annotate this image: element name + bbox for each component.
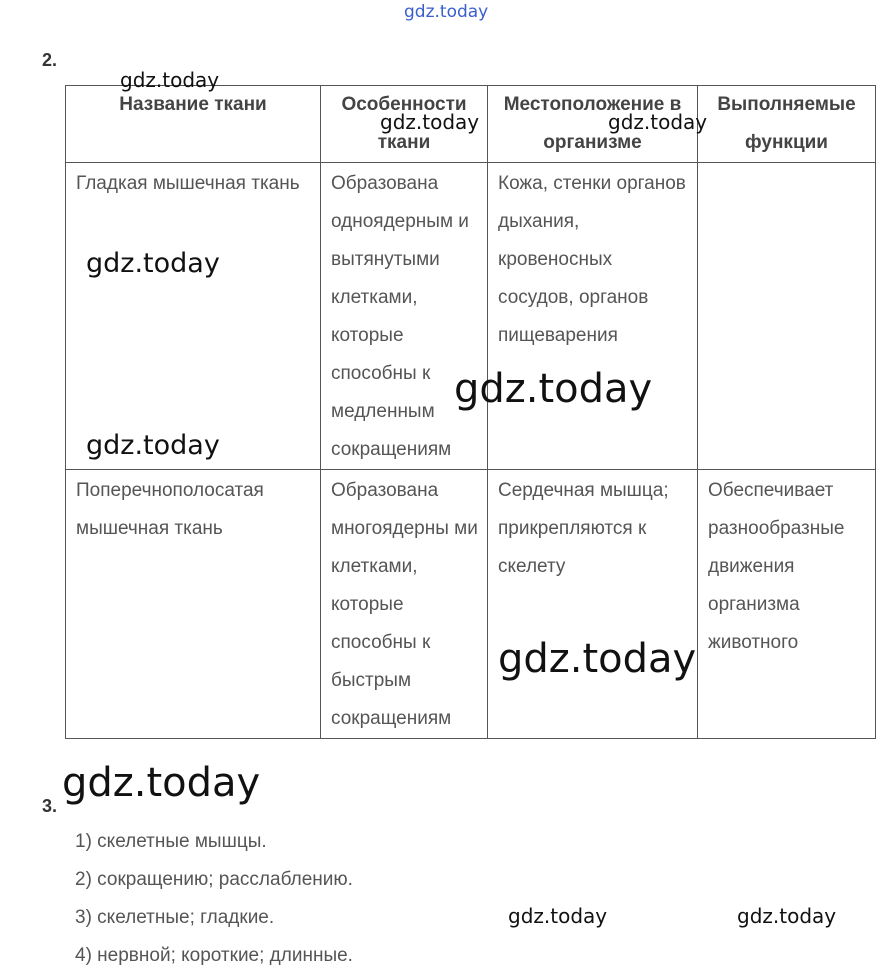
cell-functions: Обеспечивает разнообразные движения организма животного — [698, 470, 876, 739]
watermark-text: gdz.today — [404, 2, 489, 22]
task-3-number: 3. — [42, 796, 58, 816]
header-tissue-location: Местоположение в организме — [488, 86, 698, 163]
task-2-number: 2. — [42, 50, 58, 70]
answers-list — [75, 826, 353, 978]
answer-item: 1) скелетные мышцы. — [75, 831, 267, 852]
answer-item: 4) нервной; короткие; длинные. — [75, 945, 353, 966]
watermark-text: gdz.today — [508, 904, 608, 928]
header-tissue-features: Особенности ткани — [321, 86, 488, 163]
tissue-table — [65, 85, 876, 739]
answer-item: 3) скелетные; гладкие. — [75, 907, 275, 928]
table-row — [66, 163, 876, 470]
watermark-text: gdz.today — [86, 430, 220, 461]
watermark-text: gdz.today — [86, 248, 220, 279]
answer-item: 2) сокращению; расслаблению. — [75, 869, 353, 890]
cell-name: Поперечнополосатая мышечная ткань — [66, 470, 321, 739]
watermark-text: gdz.today — [454, 366, 653, 412]
watermark-text: gdz.today — [62, 760, 261, 806]
table-row — [66, 470, 876, 739]
watermark-text: gdz.today — [120, 68, 220, 92]
cell-location: Кожа, стенки органов дыхания, кровеносных сосудов, органов пищеварения — [488, 163, 698, 470]
header-tissue-name: Название ткани — [66, 86, 321, 163]
cell-features: Образована одноядерным и вытянутыми клетками, которые способны к медленным сокращениям — [321, 163, 488, 470]
watermark-text: gdz.today — [498, 636, 697, 682]
watermark-text: gdz.today — [608, 110, 708, 134]
header-tissue-functions: Выполняемые функции — [698, 86, 876, 163]
cell-features: Образована многоядерны ми клетками, которые способны к быстрым сокращениям — [321, 470, 488, 739]
watermark-text: gdz.today — [737, 904, 837, 928]
cell-functions — [698, 163, 876, 470]
cell-name: Гладкая мышечная ткань — [66, 163, 321, 470]
watermark-text: gdz.today — [380, 110, 480, 134]
cell-location: Сердечная мышца; прикрепляются к скелету — [488, 470, 698, 739]
